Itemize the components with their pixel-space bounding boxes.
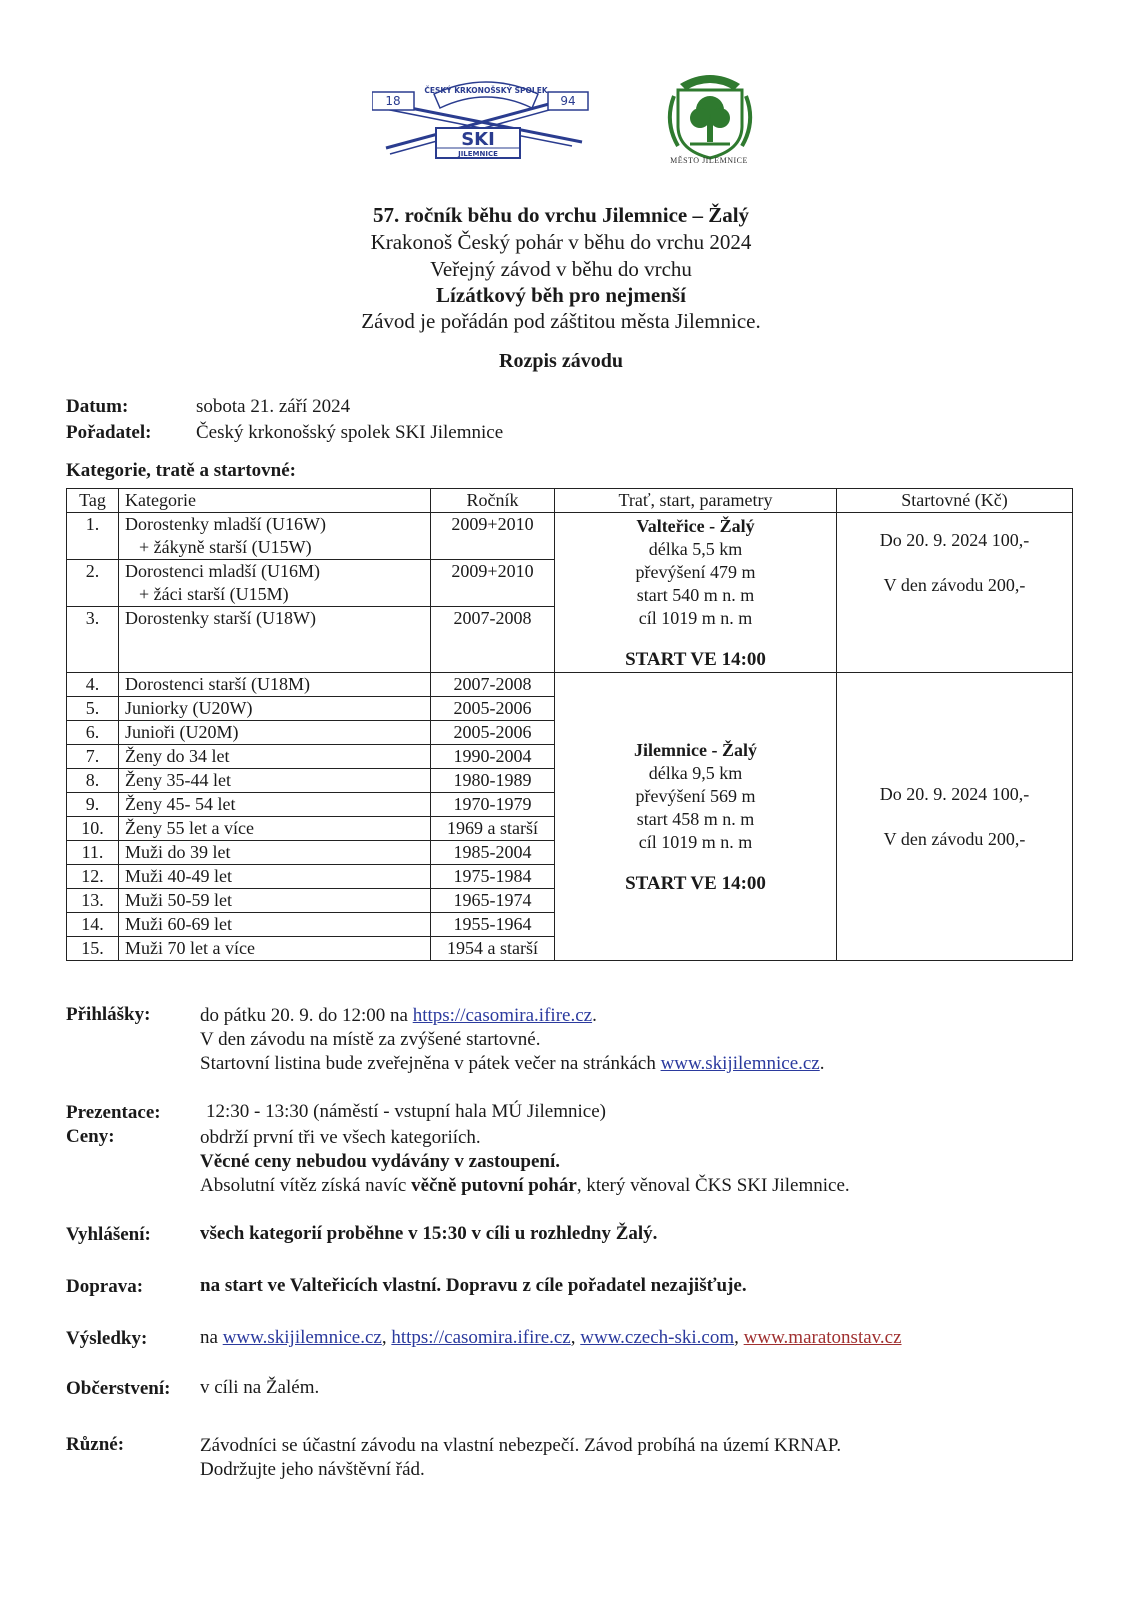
col-header-track: Trať, start, parametry — [555, 489, 837, 513]
categories-table — [66, 488, 1073, 961]
row-year: 1970-1979 — [431, 793, 555, 817]
registration-label: Přihlášky: — [66, 1004, 151, 1025]
row-category: Dorostenky starší (U18W) — [119, 607, 431, 673]
registration-dot: . — [592, 1005, 597, 1026]
fee-early: Do 20. 9. 2024 100,- — [879, 529, 1030, 550]
presentation-label: Prezentace: — [66, 1102, 161, 1123]
row-category: Ženy 45- 54 let — [119, 793, 431, 817]
col-header-fee: Startovné (Kč) — [837, 489, 1073, 513]
row-year: 2005-2006 — [431, 697, 555, 721]
prizes-text: Absolutní vítěz získá navíc — [200, 1175, 412, 1196]
date-value: sobota 21. září 2024 — [196, 396, 351, 417]
track-length: délka 5,5 km — [648, 538, 743, 559]
startlist-text: Startovní listina bude zveřejněna v pátek večer na stránkách — [200, 1053, 661, 1074]
category-extra: + žáci starší (U15M) — [139, 584, 289, 604]
category-extra: + žákyně starší (U15W) — [139, 537, 312, 557]
logo-ski-text: SKI — [461, 129, 495, 150]
row-num: 8. — [67, 769, 119, 793]
announce-label: Vyhlášení: — [66, 1224, 151, 1245]
track-start: start 540 m n. m — [636, 584, 755, 605]
registration-text: do pátku 20. 9. do 12:00 na — [200, 1005, 413, 1026]
transport-text: na start ve Valteřicích vlastní. Dopravu z cíle pořadatel nezajišťuje. — [200, 1275, 747, 1296]
row-category: Junioři (U20M) — [119, 721, 431, 745]
row-num: 7. — [67, 745, 119, 769]
public-race-line: Veřejný závod v běhu do vrchu — [430, 257, 692, 281]
results-link-casomira[interactable]: https://casomira.ifire.cz — [391, 1327, 571, 1348]
misc-block — [200, 1434, 1060, 1482]
row-num: 15. — [67, 937, 119, 961]
transport-label: Doprava: — [66, 1276, 144, 1297]
row-year: 2005-2006 — [431, 721, 555, 745]
track-length: délka 9,5 km — [648, 762, 743, 783]
row-category — [119, 513, 431, 560]
row-category: Ženy 55 let a více — [119, 817, 431, 841]
row-year: 1975-1984 — [431, 865, 555, 889]
row-num: 11. — [67, 841, 119, 865]
registration-line-1 — [200, 1004, 1060, 1028]
startlist-dot: . — [819, 1053, 825, 1074]
col-header-year: Ročník — [431, 489, 555, 513]
row-num: 12. — [67, 865, 119, 889]
logo-arc-text: ČESKÝ KRKONOŠSKÝ SPOLEK — [424, 86, 548, 95]
row-num: 14. — [67, 913, 119, 937]
row-year: 1955-1964 — [431, 913, 555, 937]
table-row — [67, 673, 1073, 697]
track-start: start 458 m n. m — [636, 808, 755, 829]
prizes-block — [200, 1126, 1060, 1198]
row-category: Muži 60-69 let — [119, 913, 431, 937]
refreshment-label: Občerstvení: — [66, 1378, 171, 1399]
row-category: Muži 40-49 let — [119, 865, 431, 889]
results-text: na — [200, 1327, 223, 1348]
cup-title: Krakonoš Český pohár v běhu do vrchu 2024 — [370, 230, 752, 254]
date-label: Datum: — [66, 396, 129, 417]
prizes-tail: , který věnoval ČKS SKI Jilemnice. — [576, 1175, 850, 1196]
row-year: 1965-1974 — [431, 889, 555, 913]
category-name: Dorostenky mladší (U16W) — [125, 514, 326, 534]
table-header-row — [67, 489, 1073, 513]
row-num: 2. — [67, 560, 119, 607]
row-year: 1990-2004 — [431, 745, 555, 769]
col-header-tag: Tag — [67, 489, 119, 513]
track-finish: cíl 1019 m n. m — [638, 831, 753, 852]
row-year: 1985-2004 — [431, 841, 555, 865]
fee-info-1 — [837, 513, 1073, 673]
ski-club-logo — [372, 72, 600, 172]
document-subtitle: Rozpis závodu — [499, 350, 623, 372]
results-link-ski[interactable]: www.skijilemnice.cz — [222, 1327, 382, 1348]
row-category: Dorostenci starší (U18M) — [119, 673, 431, 697]
logo-year-left: 18 — [385, 94, 401, 108]
row-category: Ženy do 34 let — [119, 745, 431, 769]
kids-race-line: Lízátkový běh pro nejmenší — [436, 283, 686, 307]
row-year: 2007-2008 — [431, 607, 555, 673]
track-climb: převýšení 479 m — [635, 561, 756, 582]
logo-year-right: 94 — [560, 94, 576, 108]
row-num: 4. — [67, 673, 119, 697]
prizes-line-2: Věcné ceny nebudou vydávány v zastoupení. — [200, 1151, 560, 1172]
misc-line-2: Dodržujte jeho návštěvní řád. — [200, 1459, 425, 1480]
category-name: Dorostenci mladší (U16M) — [125, 561, 320, 581]
results-label: Výsledky: — [66, 1328, 148, 1349]
startlist-link[interactable]: www.skijilemnice.cz — [660, 1053, 820, 1074]
refreshment-text: v cíli na Žalém. — [200, 1377, 320, 1398]
track-name: Valteřice - Žalý — [636, 515, 755, 536]
fee-early: Do 20. 9. 2024 100,- — [879, 783, 1030, 804]
track-name: Jilemnice - Žalý — [634, 739, 757, 760]
row-num: 6. — [67, 721, 119, 745]
row-category: Muži do 39 let — [119, 841, 431, 865]
organizer-value: Český krkonošský spolek SKI Jilemnice — [196, 422, 504, 443]
registration-line-3 — [200, 1052, 1060, 1076]
track-info-1 — [555, 513, 837, 673]
track-climb: převýšení 569 m — [635, 785, 756, 806]
fee-race-day: V den závodu 200,- — [883, 828, 1026, 849]
row-year: 2009+2010 — [431, 560, 555, 607]
row-year: 2009+2010 — [431, 513, 555, 560]
row-year: 1980-1989 — [431, 769, 555, 793]
row-category: Muži 70 let a více — [119, 937, 431, 961]
misc-line-1: Závodníci se účastní závodu na vlastní nebezpečí. Závod probíhá na území KRNAP. — [200, 1435, 842, 1456]
presentation-text: 12:30 - 13:30 (náměstí - vstupní hala MÚ Jilemnice) — [206, 1101, 606, 1122]
row-num: 9. — [67, 793, 119, 817]
row-category: Juniorky (U20W) — [119, 697, 431, 721]
row-category — [119, 560, 431, 607]
results-link-czech-ski[interactable]: www.czech-ski.com — [580, 1327, 735, 1348]
registration-line-2: V den závodu na místě za zvýšené startovné. — [200, 1029, 541, 1050]
registration-block — [200, 1004, 1060, 1076]
row-year: 1969 a starší — [431, 817, 555, 841]
row-num: 10. — [67, 817, 119, 841]
row-category: Muži 50-59 let — [119, 889, 431, 913]
logo-ski-subtext: JILEMNICE — [458, 150, 498, 158]
prizes-label: Ceny: — [66, 1126, 115, 1147]
row-year: 1954 a starší — [431, 937, 555, 961]
race-title: 57. ročník běhu do vrchu Jilemnice – Žalý — [372, 203, 750, 227]
results-line: na www.skijilemnice.cz, https://casomira.ifire.cz, www.czech-ski.com, www.maratonstav.cz — [200, 1327, 902, 1348]
track-info-2 — [555, 673, 837, 961]
prizes-line-1: obdrží první tři ve všech kategoriích. — [200, 1127, 481, 1148]
col-header-category: Kategorie — [119, 489, 431, 513]
row-num: 1. — [67, 513, 119, 560]
table-row — [67, 513, 1073, 560]
announce-text: všech kategorií proběhne v 15:30 v cíli u rozhledny Žalý. — [200, 1223, 658, 1244]
fee-info-2 — [837, 673, 1073, 961]
table-section-title: Kategorie, tratě a startovné: — [66, 460, 297, 481]
track-finish: cíl 1019 m n. m — [638, 607, 753, 628]
track-start-time: START VE 14:00 — [625, 648, 766, 670]
row-num: 13. — [67, 889, 119, 913]
results-link-maratonstav[interactable]: www.maratonstav.cz — [743, 1327, 902, 1348]
misc-label: Různé: — [66, 1434, 125, 1455]
row-year: 2007-2008 — [431, 673, 555, 697]
track-start-time: START VE 14:00 — [625, 872, 766, 894]
row-num: 5. — [67, 697, 119, 721]
organizer-label: Pořadatel: — [66, 422, 152, 443]
patronage-line: Závod je pořádán pod záštitou města Jilemnice. — [361, 309, 761, 333]
row-category: Ženy 35-44 let — [119, 769, 431, 793]
prizes-bold: věčně putovní pohár — [411, 1175, 577, 1196]
row-num: 3. — [67, 607, 119, 673]
registration-link[interactable]: https://casomira.ifire.cz — [412, 1005, 593, 1026]
city-caption: MĚSTO JILEMNICE — [670, 156, 748, 165]
fee-race-day: V den závodu 200,- — [883, 574, 1026, 595]
prizes-line-3 — [200, 1174, 1060, 1198]
